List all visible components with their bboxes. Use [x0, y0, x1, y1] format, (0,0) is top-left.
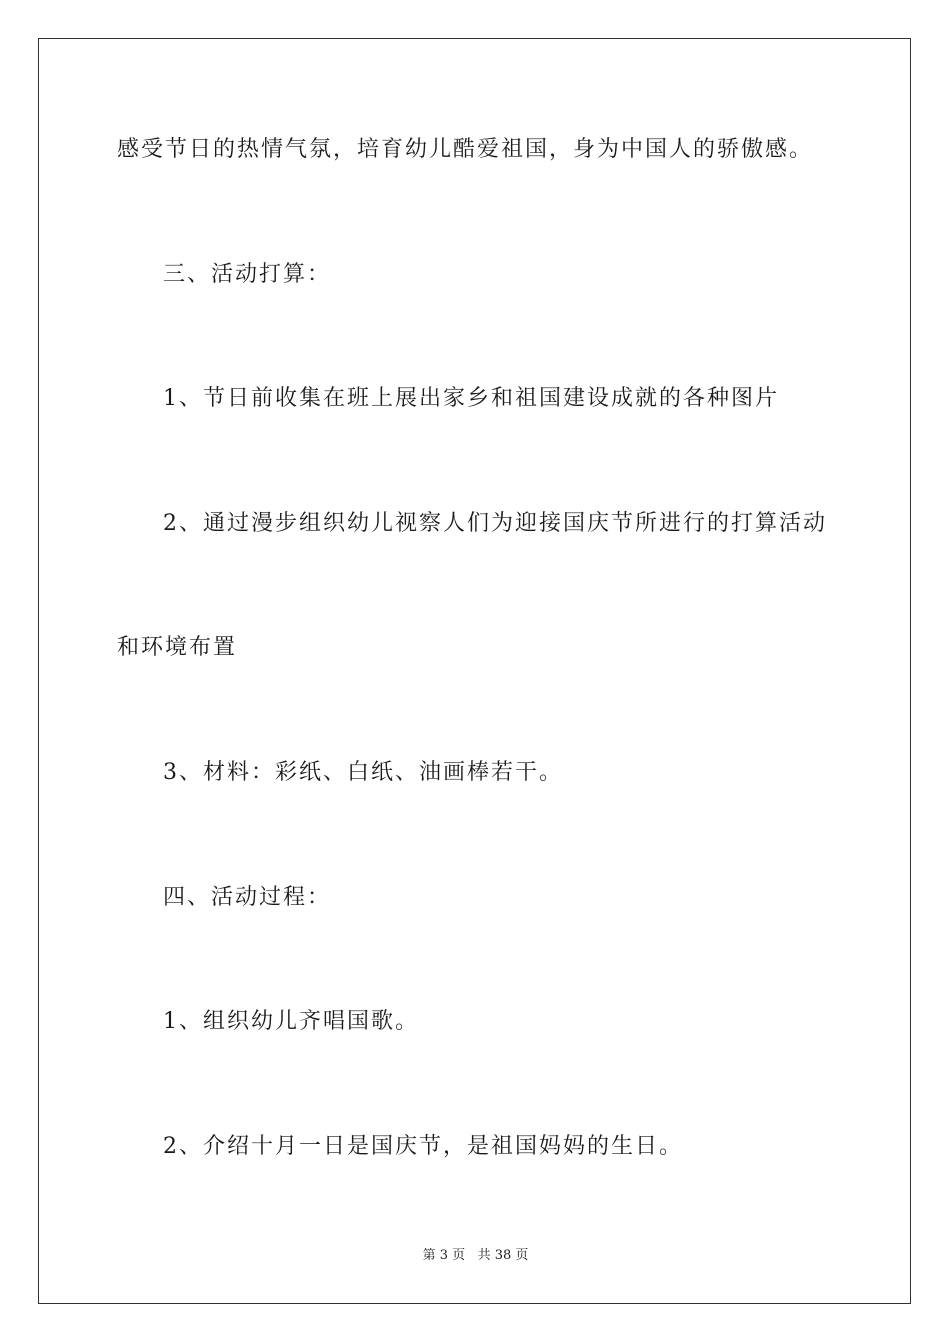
list-item: 1、组织幼儿齐唱国歌。 [163, 1009, 419, 1034]
list-item: 1、节日前收集在班上展出家乡和祖国建设成就的各种图片 [163, 386, 779, 411]
list-item: 3、材料：彩纸、白纸、油画棒若干。 [163, 760, 563, 785]
section-heading: 四、活动过程： [163, 885, 332, 910]
paragraph-line: 感受节日的热情气氛，培育幼儿酷爱祖国，身为中国人的骄傲感。 [117, 137, 814, 162]
page-frame [38, 38, 911, 1304]
page-footer [39, 1248, 912, 1264]
section-heading: 三、活动打算： [163, 262, 332, 287]
list-item: 2、介绍十月一日是国庆节，是祖国妈妈的生日。 [163, 1134, 683, 1159]
page-total: 共 38 页 [477, 1248, 529, 1263]
list-item-continuation: 和环境布置 [117, 635, 238, 660]
page-number: 第 3 页 [422, 1248, 466, 1263]
list-item: 2、通过漫步组织幼儿视察人们为迎接国庆节所进行的打算活动 [163, 511, 827, 536]
